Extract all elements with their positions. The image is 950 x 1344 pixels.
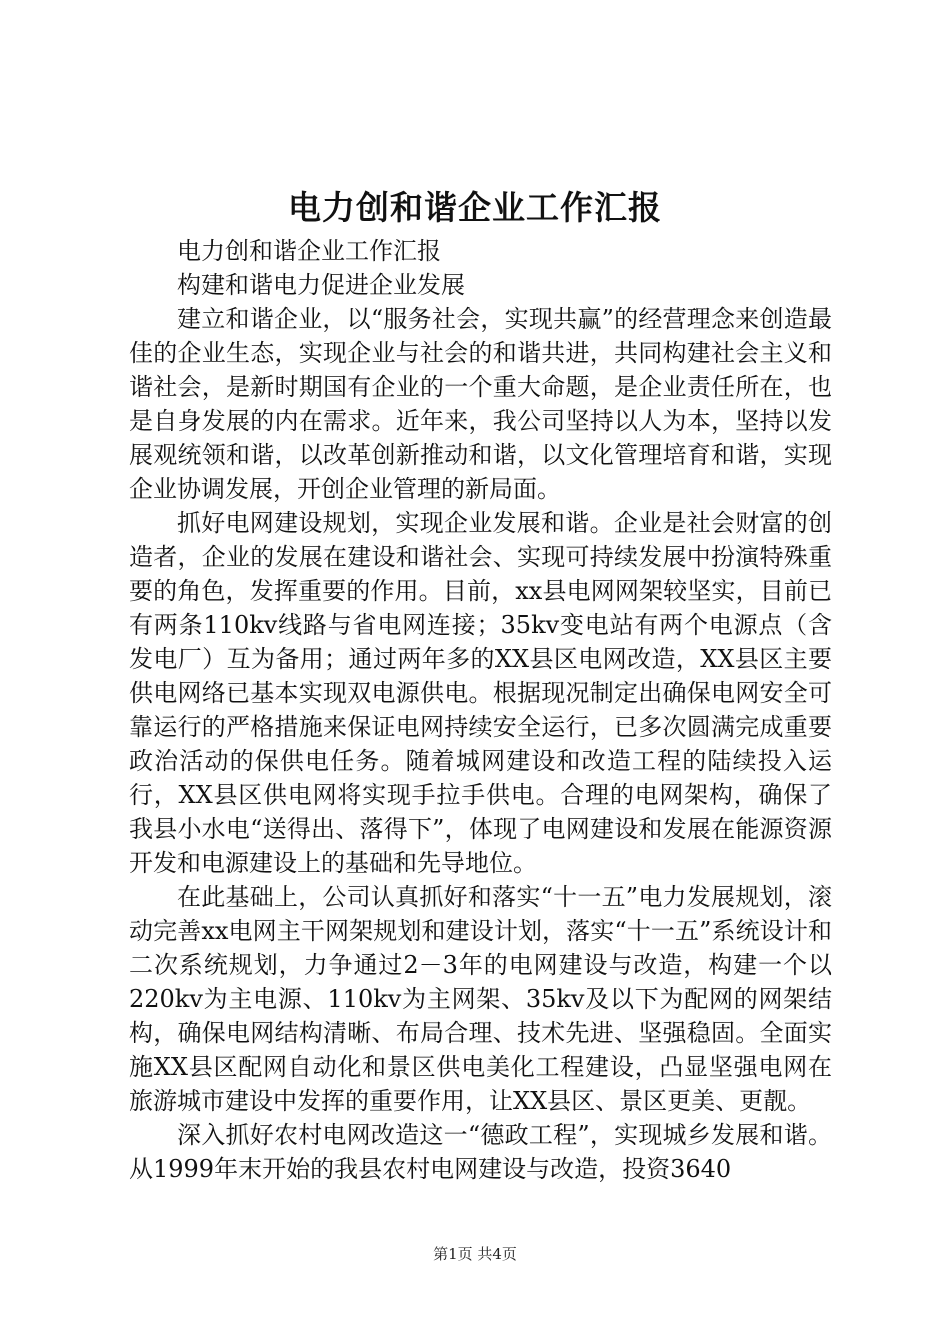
paragraph: 抓好电网建设规划，实现企业发展和谐。企业是社会财富的创造者，企业的发展在建设和谐社会、实现可持续发展中扮演特殊重要的角色，发挥重要的作用。目前，xx县电网网架较坚实，目前已有两条110kv线路与省电网连接；35kv变电站有两个电源点（含发电厂）互为备用；通过两年多的XX县区电网改造，XX县区主要供电网络已基本实现双电源供电。根据现况制定出确保电网安全可靠运行的严格措施来保证电网持续安全运行，已多次圆满完成重要政治活动的保供电任务。随着城网建设和改造工程的陆续投入运行，XX县区供电网将实现手拉手供电。合理的电网架构，确保了我县小水电“送得出、落得下”，体现了电网建设和发展在能源资源开发和电源建设上的基础和先导地位。 bbox=[129, 509, 832, 877]
paragraph-heading: 电力创和谐企业工作汇报 bbox=[177, 237, 441, 265]
paragraph: 建立和谐企业，以“服务社会，实现共赢”的经营理念来创造最佳的企业生态，实现企业与社会的和谐共进，共同构建社会主义和谐社会，是新时期国有企业的一个重大命题，是企业责任所在，也是自身发展的内在需求。近年来，我公司坚持以人为本，坚持以发展观统领和谐，以改革创新推动和谐，以文化管理培育和谐，实现企业协调发展，开创企业管理的新局面。 bbox=[129, 305, 832, 503]
page-number-footer: 第1页 共4页 bbox=[433, 1245, 517, 1263]
document-title: 电力创和谐企业工作汇报 bbox=[288, 188, 662, 227]
paragraph-subheading: 构建和谐电力促进企业发展 bbox=[177, 271, 465, 299]
paragraph: 深入抓好农村电网改造这一“德政工程”，实现城乡发展和谐。从1999年末开始的我县农村电网建设与改造，投资3640 bbox=[129, 1121, 832, 1183]
document-body bbox=[129, 234, 832, 1186]
paragraph: 在此基础上，公司认真抓好和落实“十一五”电力发展规划，滚动完善xx电网主干网架规划和建设计划，落实“十一五”系统设计和二次系统规划，力争通过2－3年的电网建设与改造，构建一个以220kv为主电源、110kv为主网架、35kv及以下为配网的网架结构，确保电网结构清晰、布局合理、技术先进、坚强稳固。全面实施XX县区配网自动化和景区供电美化工程建设，凸显坚强电网在旅游城市建设中发挥的重要作用，让XX县区、景区更美、更靓。 bbox=[129, 883, 832, 1115]
